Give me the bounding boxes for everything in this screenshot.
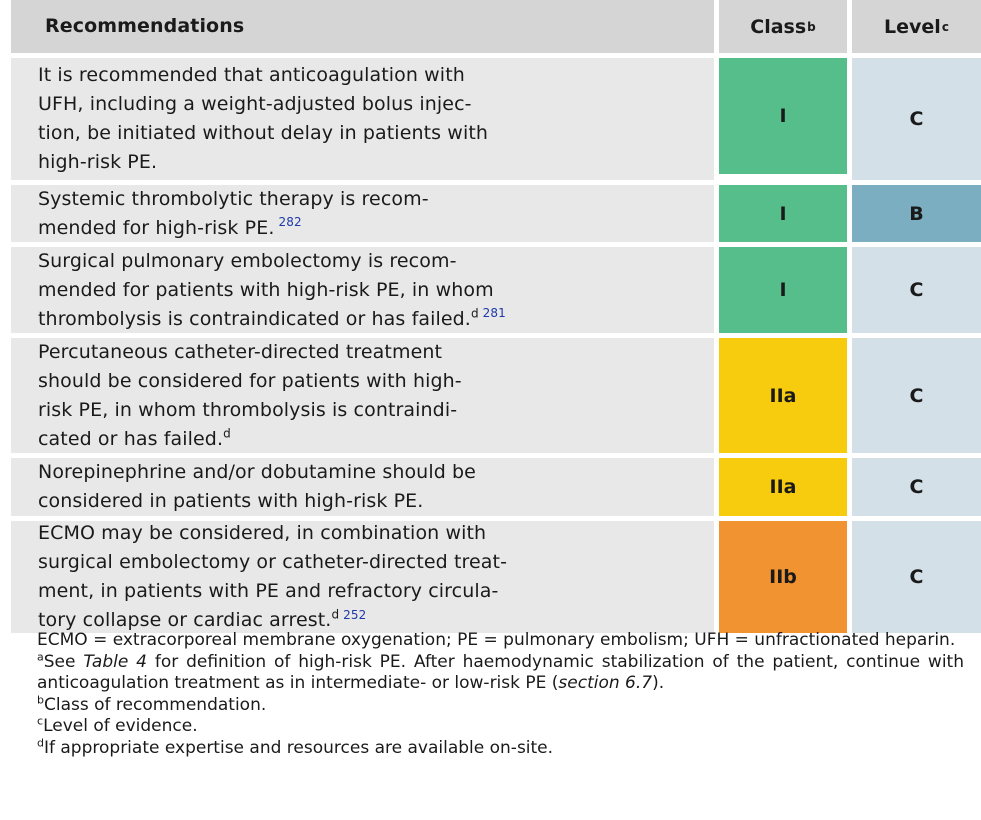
footnote-d: [37, 735, 964, 760]
header-class-label: Class: [750, 15, 807, 38]
recommendation-text: [11, 58, 714, 180]
rec-line: UFH, including a weight-adjusted bolus injec-: [38, 93, 472, 115]
section-reference-link[interactable]: section 6.7: [558, 673, 653, 693]
recommendation-text: [11, 458, 714, 516]
table-header: [11, 0, 981, 53]
footnote-d-marker: d: [37, 735, 44, 749]
footnote-a: [37, 649, 964, 695]
footnote-c-text: Level of evidence.: [43, 716, 198, 736]
level-badge: [852, 521, 981, 633]
class-value: I: [779, 202, 787, 225]
rec-line: thrombolysis is contraindicated or has failed.: [38, 307, 471, 330]
table-row: [11, 458, 981, 516]
recommendation-text: [11, 185, 714, 242]
table-row: [11, 521, 981, 633]
level-badge: [852, 247, 981, 333]
header-level-label: Level: [884, 15, 941, 38]
header-recommendations: [11, 0, 714, 53]
footnote-marker: d: [470, 306, 479, 321]
level-badge: [852, 185, 981, 242]
class-badge: [719, 58, 847, 174]
recommendation-text: [11, 338, 714, 453]
table-footnotes: [37, 630, 964, 759]
level-value: C: [909, 566, 924, 588]
level-badge: [852, 458, 981, 516]
rec-line: tory collapse or cardiac arrest.: [38, 609, 332, 631]
rec-line: considered in patients with high-risk PE.: [38, 490, 424, 512]
level-badge: [852, 338, 981, 453]
recommendations-table: [11, 0, 981, 638]
level-value: C: [909, 279, 924, 301]
class-badge: [719, 185, 847, 242]
footnote-d-text: If appropriate expertise and resources are available on-site.: [43, 737, 554, 758]
table-row: [11, 58, 981, 180]
header-class: Class b: [719, 0, 847, 53]
recommendation-text: [11, 521, 714, 633]
rec-line: It is recommended that anticoagulation with: [38, 64, 465, 86]
footnote-c: [37, 716, 964, 738]
rec-line: mended for high-risk PE.: [38, 216, 275, 239]
class-value: IIb: [769, 566, 797, 588]
reference-link[interactable]: 281: [482, 306, 506, 321]
footnote-a-text: See: [43, 651, 84, 672]
abbreviations-note: ECMO = extracorporeal membrane oxygenation; PE = pulmonary embolism; UFH = unfractionated heparin.: [37, 630, 956, 650]
rec-line: cated or has failed.: [38, 427, 224, 450]
class-value: IIa: [769, 476, 797, 498]
class-badge: [719, 338, 847, 453]
class-badge: [719, 521, 847, 633]
level-value: B: [909, 202, 924, 225]
footnote-c-marker: c: [37, 714, 44, 728]
header-level: Level c: [852, 0, 981, 53]
rec-line: Percutaneous catheter-directed treatment: [38, 340, 443, 363]
footnote-marker: d: [223, 426, 231, 441]
rec-line: Norepinephrine and/or dobutamine should be: [38, 461, 476, 483]
reference-link[interactable]: 252: [343, 607, 367, 622]
footnote-marker: d: [331, 607, 340, 622]
class-badge: [719, 458, 847, 516]
footnote-a-text: for definition of high-risk PE. After haemodynamic stabilization of the patient, continue with anticoagulation treatment as in intermediate- or low-risk PE (: [37, 651, 964, 693]
footnote-a-marker: a: [37, 649, 44, 663]
footnote-b: [37, 692, 964, 717]
rec-line: surgical embolectomy or catheter-directed treat-: [38, 551, 508, 573]
rec-line: ment, in patients with PE and refractory circula-: [38, 580, 499, 602]
level-badge: [852, 58, 981, 180]
table-reference-link[interactable]: Table 4: [83, 651, 147, 672]
rec-line: tion, be initiated without delay in patients with: [38, 122, 489, 144]
footnote-b-marker: b: [37, 692, 44, 706]
rec-line: should be considered for patients with high-: [38, 369, 462, 392]
table-row: [11, 247, 981, 333]
rec-line: high-risk PE.: [38, 151, 158, 173]
table-row: [11, 185, 981, 242]
rec-line: Systemic thrombolytic therapy is recom-: [38, 187, 429, 210]
rec-line: ECMO may be considered, in combination with: [38, 522, 487, 544]
rec-line: mended for patients with high-risk PE, in whom: [38, 278, 494, 301]
class-badge: [719, 247, 847, 333]
class-value: I: [779, 105, 787, 127]
footnote-b-text: Class of recommendation.: [43, 694, 267, 715]
rec-line: Surgical pulmonary embolectomy is recom-: [38, 249, 457, 272]
class-value: I: [779, 279, 787, 301]
class-value: IIa: [769, 384, 797, 407]
table-row: [11, 338, 981, 453]
footnote-a-text: ).: [652, 673, 665, 693]
level-value: C: [909, 384, 924, 407]
level-value: C: [909, 476, 924, 498]
reference-link[interactable]: 282: [278, 215, 302, 230]
level-value: C: [909, 108, 924, 130]
recommendation-text: [11, 247, 714, 333]
rec-line: risk PE, in whom thrombolysis is contraindi-: [38, 398, 458, 421]
header-recommendations-label: Recommendations: [45, 15, 245, 37]
